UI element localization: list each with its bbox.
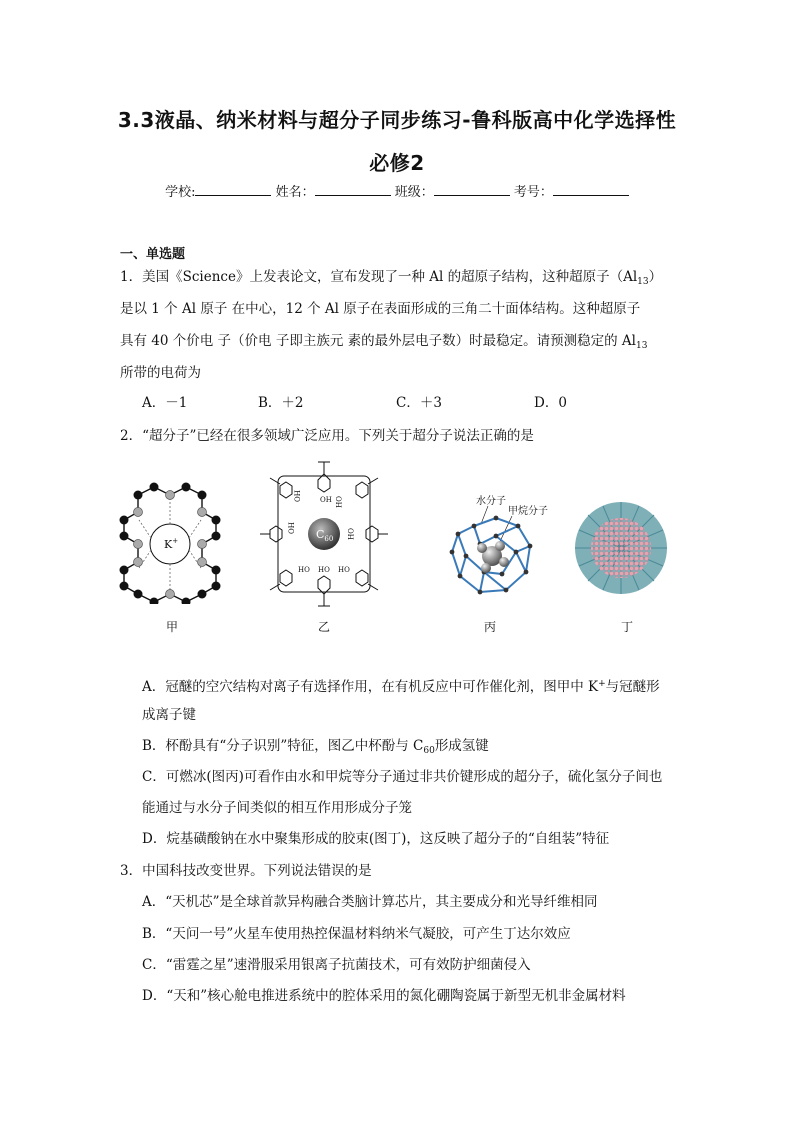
q2-option-a-cont: 成离子键 bbox=[142, 707, 196, 723]
svg-text:HO: HO bbox=[338, 566, 350, 574]
exam-no-blank[interactable] bbox=[553, 183, 629, 196]
svg-text:OH: OH bbox=[288, 522, 296, 534]
svg-text:HO: HO bbox=[298, 566, 310, 574]
section-heading: 一、单选题 bbox=[120, 247, 186, 262]
q1-line3: 具有 40 个价电 子（价电 子即主族元 素的最外层电子数）时最稳定。请预测稳定的 $Al_{13}$ bbox=[120, 333, 648, 351]
school-blank[interactable] bbox=[195, 183, 271, 196]
q1-line4: 所带的电荷为 bbox=[120, 365, 201, 381]
school-label: 学校: bbox=[165, 185, 196, 200]
svg-text:甲烷分子: 甲烷分子 bbox=[508, 506, 548, 517]
q1-option-c[interactable]: C．＋3 bbox=[396, 395, 442, 411]
micelle-figure bbox=[574, 496, 668, 604]
q3-option-b[interactable]: B．“天问一号”火星车使用热控保温材料纳米气凝胶，可产生丁达尔效应 bbox=[142, 926, 571, 942]
calixarene-figure bbox=[258, 456, 390, 612]
page-title-line2: 必修2 bbox=[369, 151, 425, 175]
svg-text:OH: OH bbox=[346, 528, 354, 540]
name-blank[interactable] bbox=[315, 183, 391, 196]
figure-caption-ding: 丁 bbox=[621, 620, 634, 634]
figure-caption-bing: 丙 bbox=[484, 620, 497, 634]
svg-text:C60: $C_{60}$ bbox=[316, 528, 334, 543]
class-label: 班级： bbox=[394, 185, 434, 200]
q2-option-c[interactable]: C．可燃冰(图丙)可看作由水和甲烷等分子通过非共价键形成的超分子，硫化氢分子间也 bbox=[142, 769, 663, 785]
svg-text:OH: OH bbox=[320, 496, 332, 504]
q1-option-b[interactable]: B．＋2 bbox=[258, 395, 304, 411]
q3-option-c[interactable]: C．“雷霆之星”速滑服采用银离子抗菌技术，可有效防护细菌侵入 bbox=[142, 957, 531, 973]
svg-text:OH: OH bbox=[294, 490, 302, 502]
figure-caption-jia: 甲 bbox=[166, 620, 179, 634]
q2-stem: 2．“超分子”已经在很多领域广泛应用。下列关于超分子说法正确的是 bbox=[120, 428, 534, 444]
page-title: 3.3液晶、纳米材料与超分子同步练习-鲁科版高中化学选择性 bbox=[117, 108, 677, 132]
svg-text:HO: HO bbox=[318, 566, 330, 574]
q1-option-a[interactable]: A．－1 bbox=[142, 395, 188, 411]
q2-option-c-cont: 能通过与水分子间类似的相互作用形成分子笼 bbox=[142, 800, 412, 816]
svg-text:OH: OH bbox=[334, 496, 342, 508]
name-label: 姓名： bbox=[275, 185, 315, 200]
q3-option-a[interactable]: A．“天机芯”是全球首款异构融合类脑计算芯片，其主要成分和光导纤维相同 bbox=[142, 894, 598, 910]
q1-line1: 1．美国《Science》上发表论文，宣布发现了一种 Al 的超原子结构，这种超原子$(Al_{13})$ bbox=[120, 269, 663, 287]
q3-option-d[interactable]: D．“天和”核心舱电推进系统中的腔体采用的氮化硼陶瓷属于新型无机非金属材料 bbox=[142, 988, 626, 1004]
class-blank[interactable] bbox=[434, 183, 510, 196]
q2-option-d[interactable]: D．烷基磺酸钠在水中聚集形成的胶束(图丁)，这反映了超分子的“自组装”特征 bbox=[142, 831, 610, 847]
q3-stem: 3．中国科技改变世界。下列说法错误的是 bbox=[120, 863, 372, 879]
figure-caption-yi: 乙 bbox=[318, 620, 331, 634]
clathrate-hydrate-figure bbox=[436, 490, 568, 608]
q1-line2: 是以 1 个 Al 原子 在中心，12 个 Al 原子在表面形成的三角二十面体结构。这种超原子 bbox=[120, 301, 641, 317]
q1-option-d[interactable]: D．0 bbox=[534, 395, 567, 411]
q2-option-b[interactable]: B．杯酚具有“分子识别”特征，图乙中杯酚与 $C_{60}$形成氢键 bbox=[142, 738, 489, 756]
exam-no-label: 考号： bbox=[513, 185, 553, 200]
student-info-row bbox=[0, 181, 794, 200]
svg-text:K+: K+ bbox=[164, 537, 179, 551]
crown-ether-figure bbox=[118, 482, 230, 604]
svg-text:水分子: 水分子 bbox=[476, 496, 506, 507]
q2-option-a[interactable]: A．冠醚的空穴结构对离子有选择作用，在有机反应中可作催化剂，图甲中 K+与冠醚形 bbox=[142, 679, 660, 695]
